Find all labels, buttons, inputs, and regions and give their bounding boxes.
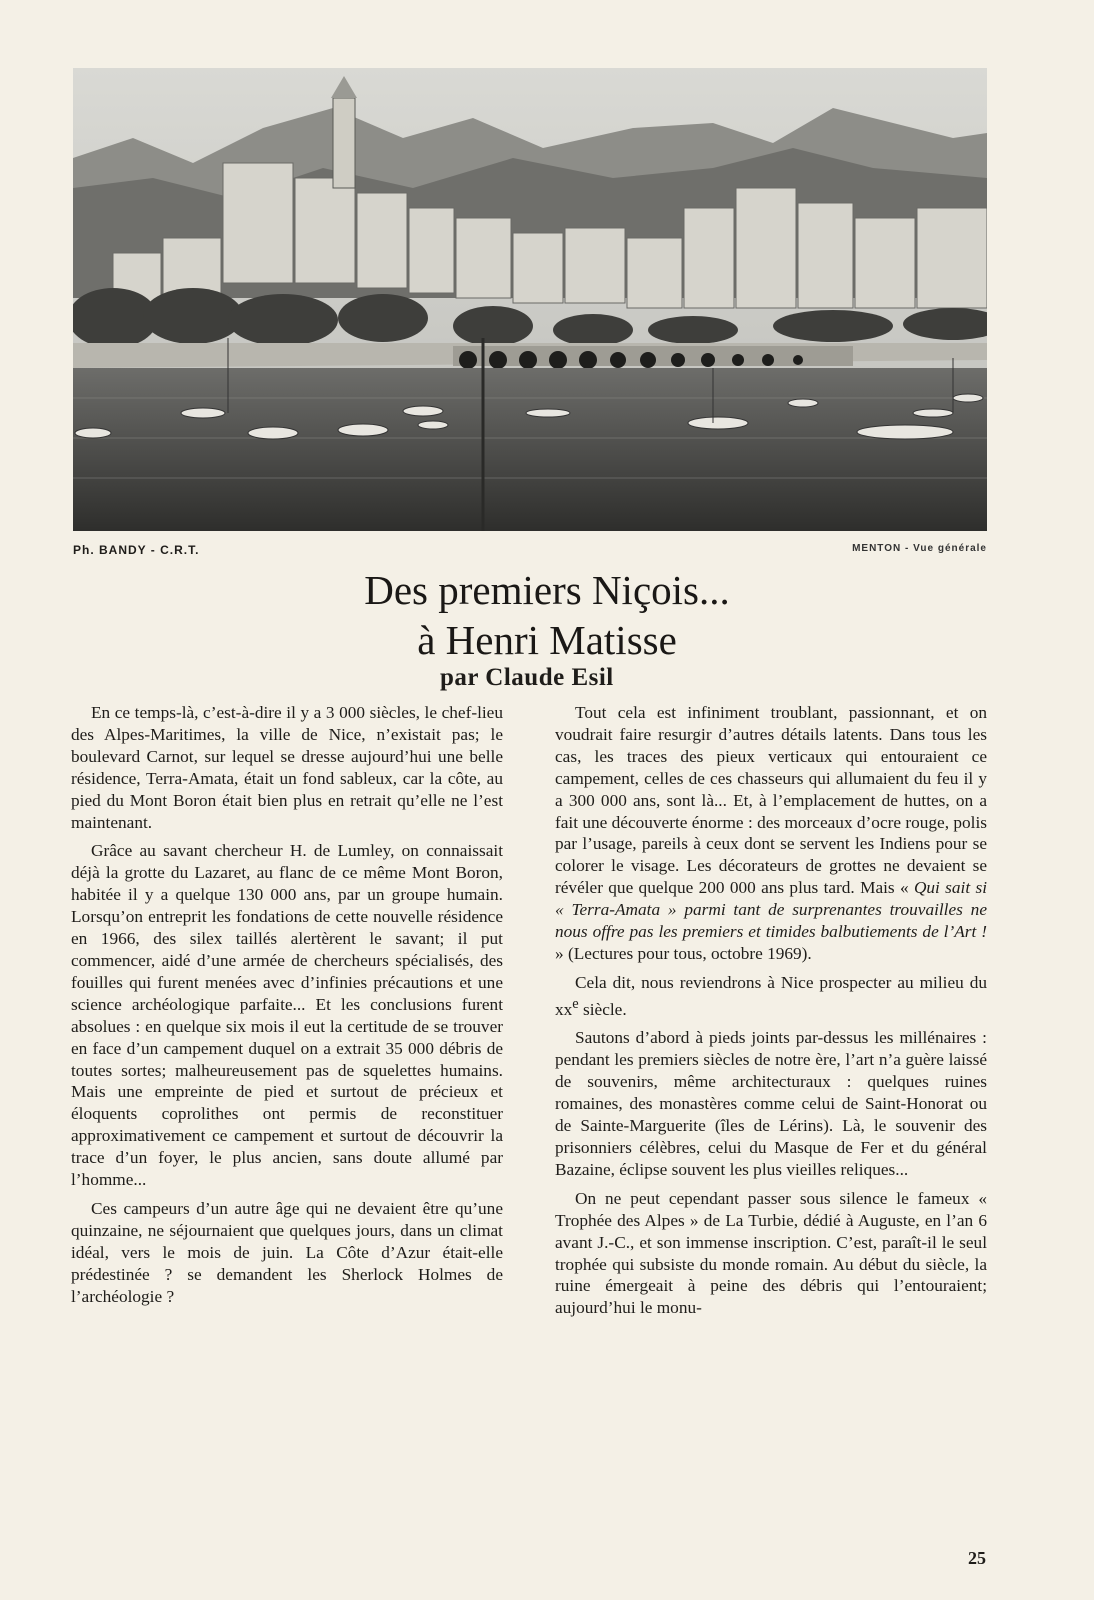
right-column <box>555 702 987 1326</box>
left-column <box>71 702 503 1314</box>
quote-run: Terra-Amata <box>571 900 661 920</box>
paragraph: Grâce au savant chercheur H. de Lumley, on connaissait déjà la grotte du Lazaret, au flanc de ce même Mont Boron, habitée il y a quelque 130 000 ans, par un groupe humain. Lorsqu’on entreprit les fondations de cette nouvelle résidence en 1966, des silex taillés alertèrent le savant; il put commencer, aidé d’une armée de chercheurs spécialisés, des fouilles qui furent menées avec d’infinies précautions et une science archéologique parfaite... Et les conclusions furent absolues : en quelque six mois il eut la certitude de se trouver en face d’un campement duquel on a extrait 35 000 débris de toutes sortes; malheureusement pas de squelettes humains. Mais une empreinte de pied et surtout de précieux et éloquents coprolithes ont permis de reconstituer approximativement ce campement et surtout de découvrir la trace d’un foyer, le plus ancien, sans doute allumé par l’homme... <box>71 841 503 1190</box>
photo-menton <box>73 68 987 531</box>
article-title-line1: Des premiers Niçois... <box>364 567 730 613</box>
paragraph: Sautons d’abord à pieds joints par-dessus les millénaires : pendant les premiers siècles de notre ère, l’art n’a guère laissé de souvenirs, même architecturaux : quelques ruines romaines, des monastères comme celui de Saint-Honorat ou de Sainte-Marguerite (îles de Lérins). Là, le souvenir des prisonniers célèbres, celui du Masque de Fer et du général Bazaine, éclipse souvent les plus vieilles reliques... <box>555 1028 987 1179</box>
quote-run: » parmi tant de surprenantes trouvailles ne nous offre pas les premiers et timides balbutiements de l’Art ! <box>555 900 987 942</box>
photo-caption: MENTON - Vue générale <box>852 543 987 554</box>
text-run: Cela dit, nous reviendrons à Nice prospecter au milieu du xx <box>555 972 987 1019</box>
text-run: Tout cela est infiniment troublant, passionnant, et on voudrait faire resurgir d’autres détails latents. Dans tous les cas, les traces des pieux verticaux qui entouraient ce campement, celles de ces chasseurs qui allumaient du feu il y a 300 000 ans, sont là... Et, à l’emplacement de huttes, on a fait une découverte énorme : des morceaux d’ocre rouge, polis par l’usage, pareils à ceux dont se servent les Indiens pour se colorer le visage. Les décorateurs de grottes ne devaient se révéler que quelque 200 000 ans plus tard. Mais « <box>555 703 987 898</box>
paragraph: On ne peut cependant passer sous silence le fameux « Trophée des Alpes » de La Turbie, dédié à Auguste, en l’an 6 avant J.-C., et son immense inscription. C’est, paraît-il le seul trophée qui subsiste du monde romain. Au début du siècle, la ruine émergeait à peine des débris qui l’entouraient; aujourd’hui le monu- <box>555 1188 987 1318</box>
harbour-town-photo <box>73 68 987 531</box>
photo-credit: Ph. BANDY - C.R.T. <box>73 543 200 557</box>
paragraph <box>555 972 987 1021</box>
superscript: e <box>572 995 579 1012</box>
page-number: 25 <box>968 1548 986 1568</box>
quote-run: Qui sait si « <box>555 878 988 920</box>
paragraph <box>555 702 987 965</box>
paragraph: Ces campeurs d’un autre âge qui ne devaient être qu’une quinzaine, ne séjournaient que quelques jours, dans un climat idéal, vers le mois de juin. La Côte d’Azur était-elle prédestinée ? se demandent les Sherlock Holmes de l’archéologie ? <box>71 1198 503 1306</box>
text-run: siècle. <box>578 999 627 1019</box>
paragraph: En ce temps-là, c’est-à-dire il y a 3 000 siècles, le chef-lieu des Alpes-Maritimes, la ville de Nice, n’existait pas; le boulevard Carnot, sur lequel se dresse aujourd’hui une belle résidence, Terra-Amata, était un fond sableux, car la côte, au pied du Mont Boron était bien plus en retrait qu’elle ne l’est maintenant. <box>71 703 503 832</box>
article-title-line2: à Henri Matisse <box>417 617 677 663</box>
text-run: » (Lectures pour tous, octobre 1969). <box>555 943 812 963</box>
article-byline: par Claude Esil <box>440 664 614 691</box>
